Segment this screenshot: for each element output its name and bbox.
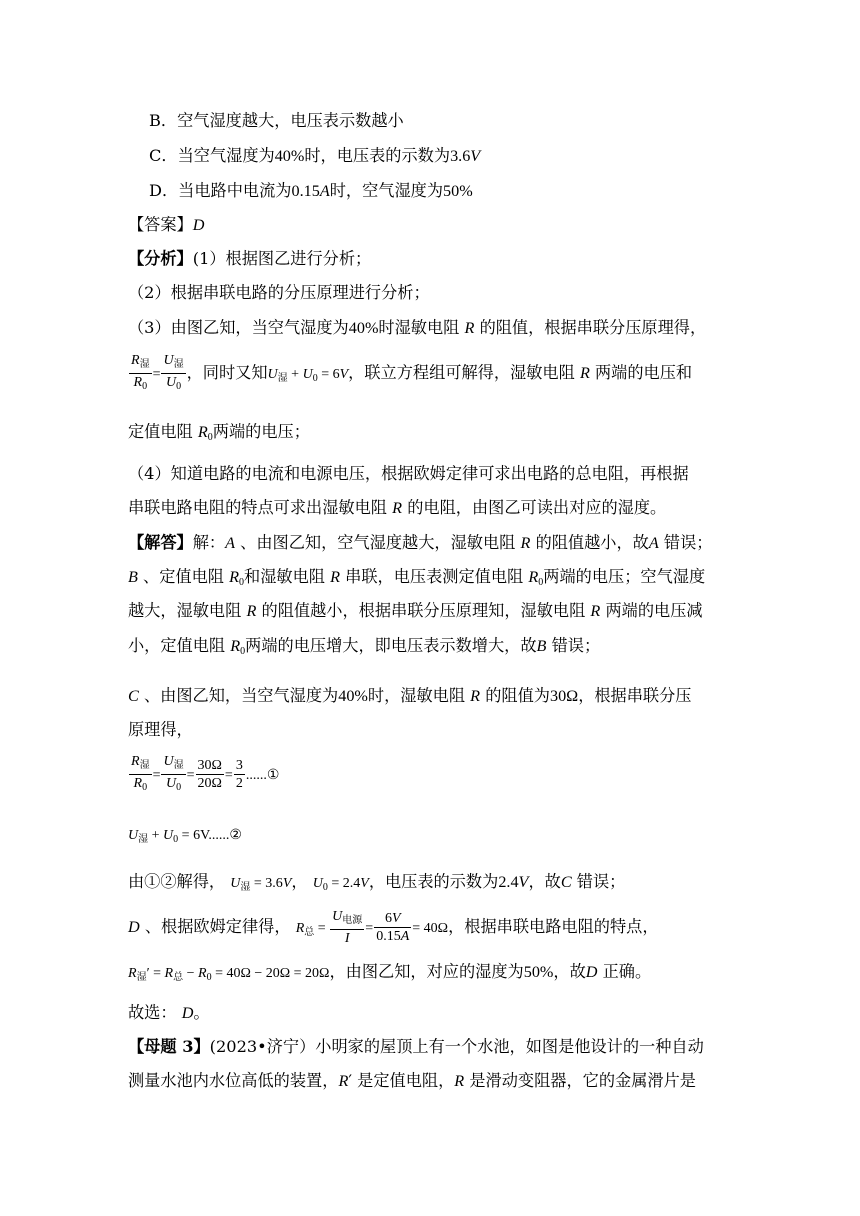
analysis-line-6: （4）知道电路的电流和电源电压，根据欧姆定律可求出电路的总电阻，再根据	[128, 464, 689, 483]
analysis-line-3: （3）由图乙知，当空气湿度为40%时湿敏电阻 R 的阻值，根据串联分压原理得，	[128, 318, 707, 337]
answer-line: 【答案】D	[128, 215, 205, 234]
solution-line-5: C 、由图乙知，当空气湿度为40%时，湿敏电阻 R 的阻值为30Ω，根据串联分压	[128, 686, 692, 705]
solution-line-2: B 、定值电阻 $R_0$和湿敏电阻 R 串联，电压表测定值电阻 $R_0$两端的电压；空气湿度	[128, 567, 706, 588]
ratio-fraction-2: $\frac{U_湿}{U_0}$	[163, 353, 184, 392]
question-3-line-2: 测量水池内水位高低的装置，R′ 是定值电阻，R 是滑动变阻器，它的金属滑片是	[128, 1071, 696, 1090]
analysis-line-1: 【分析】(1）根据图乙进行分析；	[128, 249, 372, 268]
solution-line-4: 小，定值电阻 $R_0$两端的电压增大，即电压表示数增大，故B 错误；	[128, 636, 601, 657]
option-b: B．空气湿度越大，电压表示数越小	[149, 111, 404, 130]
analysis-line-5: 定值电阻 $R_0$两端的电压；	[128, 422, 310, 443]
final-choice: 故选： D。	[128, 1003, 210, 1022]
analysis-line-4: $\frac{R_湿}{R_0}$ = $\frac{U_湿}{U_0}$ ，同时又知$U_湿 + U_0 = 6V$，联立方程组可解得，湿敏电阻 R 两端的电压和	[128, 352, 692, 394]
solution-line-6: 原理得，	[128, 720, 193, 739]
question-3-line-1: 【母题 3】(2023•济宁）小明家的屋顶上有一个水池，如图是他设计的一种自动	[128, 1037, 704, 1056]
analysis-line-2: （2）根据串联电路的分压原理进行分析；	[128, 283, 430, 302]
option-d: D．当电路中电流为0.15A时，空气湿度为50%	[149, 181, 473, 200]
solution-line-1: 【解答】解：A 、由图乙知，空气湿度越大，湿敏电阻 R 的阻值越小，故A 错误；	[128, 533, 713, 552]
solution-d-line: D 、根据欧姆定律得， $R_总$ = $\frac{U_{电源}}{I}$ = $\frac{6V}{0.15A}$ = 40Ω，根据串联电路电阻的特点，	[128, 909, 659, 946]
analysis-line-7: 串联电路电阻的特点可求出湿敏电阻 R 的电阻，由图乙可读出对应的湿度。	[128, 498, 667, 517]
option-c: C．当空气湿度为40%时，电压表的示数为3.6V	[149, 146, 481, 165]
equation-1: $\frac{R_湿}{R_0}$ = $\frac{U_湿}{U_0}$ = $\frac{30\Omega}{20\Omega}$ = $\frac{3}{2}$ ......①	[131, 754, 280, 793]
result-line: 由①②解得， $U_湿 = 3.6V$， $U_0 = 2.4V$，电压表的示数为2.4V，故C 错误；	[128, 872, 626, 893]
solution-d-line-2: $R_湿' = R_总 - R_0 = 40\Omega - 20\Omega = 20\Omega$，由图乙知，对应的湿度为50%，故D 正确。	[128, 962, 652, 983]
solution-line-3: 越大，湿敏电阻 R 的阻值越小，根据串联分压原理知，湿敏电阻 R 两端的电压减	[128, 601, 703, 620]
ratio-fraction-1: $\frac{R_湿}{R_0}$	[131, 353, 150, 392]
equation-2: $U_湿 + U_0$ = 6V......②	[128, 828, 242, 845]
